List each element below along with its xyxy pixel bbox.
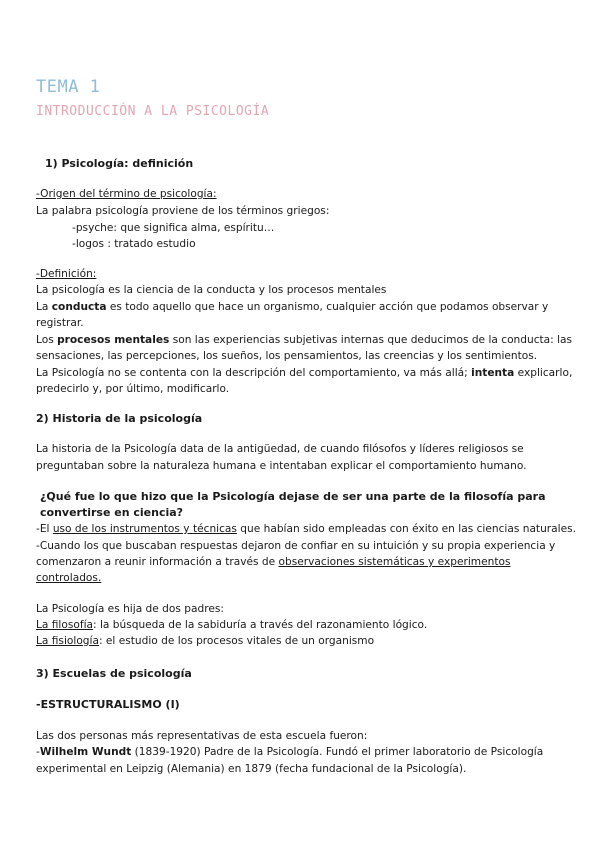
wundt-name: Wilhelm Wundt [39, 746, 132, 758]
conducta-line-2: registrar. [36, 317, 84, 329]
wundt-pre: - [36, 746, 40, 758]
procesos-line-2: sensaciones, las percepciones, los sueños, los pensamientos, las creencias y los sentimientos. [36, 350, 538, 362]
definicion-text: La psicología es la ciencia de la conducta y los procesos mentales [36, 284, 387, 296]
procesos-post: son las experiencias subjetivas internas que deducimos de la conducta: las [169, 334, 573, 346]
conducta-pre: La [36, 301, 52, 313]
origen-text: La palabra psicología proviene de los términos griegos: [36, 205, 330, 217]
answer-2-line-2 [36, 555, 511, 569]
section-3-title: 3) Escuelas de psicología [36, 667, 192, 680]
conducta-term: conducta [51, 301, 107, 313]
wundt-line [36, 745, 543, 759]
tema-heading: TEMA 1 [36, 77, 101, 97]
fisiologia-post: : el estudio de los procesos vitales de un organismo [98, 635, 375, 647]
intenta-post: explicarlo, [514, 367, 573, 379]
intenta-term: intenta [471, 367, 515, 379]
question-line-1: ¿Qué fue lo que hizo que la Psicología dejase de ser una parte de la filosofía para [40, 490, 546, 503]
answer-2-line-3: controlados. [36, 572, 102, 584]
answer-2-pre: comenzaron a reunir información a través de [36, 556, 279, 568]
intenta-line-2: predecirlo y, por último, modificarlo. [36, 383, 230, 395]
padres-line: La Psicología es hija de dos padres: [36, 603, 224, 615]
intenta-line [36, 366, 572, 380]
origen-label: -Origen del término de psicología: [36, 188, 217, 200]
fisiologia-term: La fisiología [36, 635, 99, 647]
wundt-post: (1839-1920) Padre de la Psicología. Fundó el primer laboratorio de Psicología [131, 746, 544, 758]
psyche-item: -psyche: que significa alma, espíritu… [72, 222, 275, 234]
filosofia-post: : la búsqueda de la sabiduría a través del razonamiento lógico. [93, 619, 428, 631]
representativas-line: Las dos personas más representativas de esta escuela fueron: [36, 730, 368, 742]
conducta-post: es todo aquello que hace un organismo, cualquier acción que podamos observar y [106, 301, 549, 313]
section-2-title: 2) Historia de la psicología [36, 412, 203, 425]
section-1-title: 1) Psicología: definición [45, 157, 194, 170]
definicion-label: -Definición: [36, 268, 97, 280]
fisiologia-line [36, 634, 374, 648]
answer-1-post: que habían sido empleadas con éxito en las ciencias naturales. [236, 523, 576, 535]
question-line-2: convertirse en ciencia? [40, 506, 184, 519]
wundt-line-2: experimental en Leipzig (Alemania) en 1879 (fecha fundacional de la Psicología). [36, 763, 467, 775]
filosofia-line [36, 618, 427, 632]
answer-1 [36, 522, 576, 536]
logos-item: -logos : tratado estudio [72, 238, 196, 250]
answer-1-pre: -El [36, 523, 53, 535]
filosofia-term: La filosofía [36, 619, 94, 631]
procesos-term: procesos mentales [57, 334, 170, 346]
estructuralismo-heading: -ESTRUCTURALISMO (I) [36, 698, 180, 711]
conducta-line [36, 300, 548, 314]
procesos-pre: Los [36, 334, 58, 346]
intro-subheading: INTRODUCCIÓN A LA PSICOLOGÍA [36, 104, 270, 119]
answer-1-underlined: uso de los instrumentos y técnicas [52, 523, 237, 535]
answer-2-underlined: observaciones sistemáticas y experimentos [278, 556, 511, 568]
historia-line-1: La historia de la Psicología data de la antigüedad, de cuando filósofos y líderes religiosos se [36, 443, 524, 455]
procesos-line [36, 333, 572, 347]
intenta-pre: La Psicología no se contenta con la descripción del comportamiento, va más allá; [36, 367, 472, 379]
answer-2-line-1: -Cuando los que buscaban respuestas dejaron de confiar en su intuición y su propia experiencia y [36, 540, 556, 552]
historia-line-2: preguntaban sobre la naturaleza humana e intentaban explicar el comportamiento humano. [36, 460, 527, 472]
